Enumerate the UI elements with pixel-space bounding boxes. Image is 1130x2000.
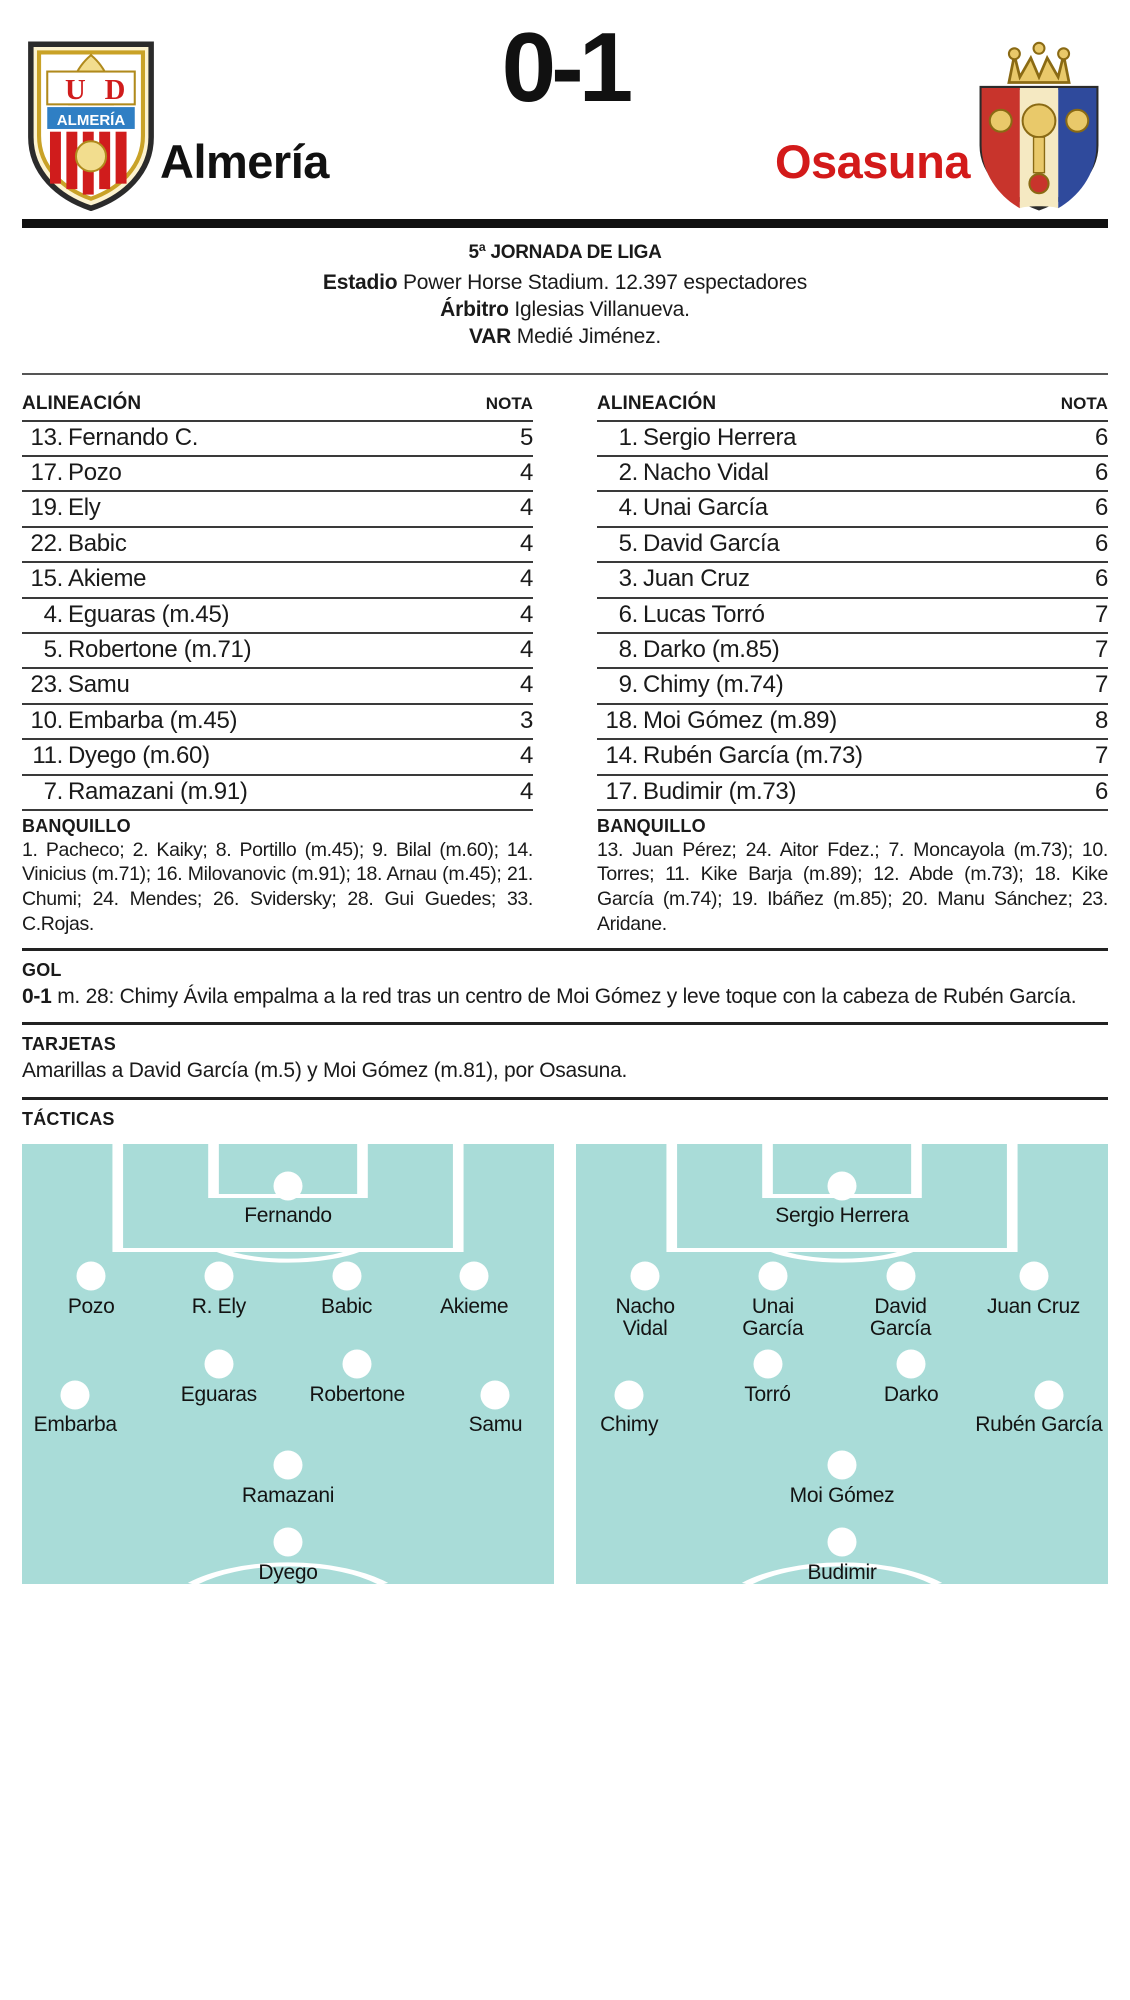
- away-team-name: Osasuna: [774, 135, 970, 188]
- tactics-title: TÁCTICAS: [22, 1108, 115, 1129]
- header-divider: [22, 219, 1108, 228]
- home-alineacion-label: ALINEACIÓN: [22, 392, 142, 414]
- home-team-name: Almería: [160, 135, 329, 188]
- player-marker: [1035, 1380, 1064, 1409]
- player-marker: [481, 1380, 510, 1409]
- home-bench-text: 1. Pacheco; 2. Kaiky; 8. Portillo (m.45); 9. Bilal (m.60); 14. Vinicius (m.71); 16. Milovanovic (m.91); 18. Arnau (m.45); 21. Chumi; 24. Mendes; 26. Svidersky; 28. Gui Guedes; 33. C.Rojas.: [22, 838, 533, 935]
- player-rating: 4: [499, 562, 533, 597]
- player-position-label: Chimy: [600, 1413, 659, 1437]
- player-name: Pozo: [68, 456, 499, 491]
- table-row: [22, 562, 533, 597]
- player-rating: 7: [1074, 598, 1108, 633]
- match-header: [22, 0, 1108, 215]
- player-rating: 6: [1074, 491, 1108, 526]
- match-score: 0-1: [501, 12, 629, 122]
- player-rating: 6: [1074, 562, 1108, 597]
- player-name: Unai García: [643, 491, 1074, 526]
- player-number: 4.: [22, 598, 68, 633]
- player-marker: [631, 1261, 660, 1290]
- cards-text: Amarillas a David García (m.5) y Moi Gómez (m.81), por Osasuna.: [22, 1059, 628, 1083]
- player-number: 7.: [22, 775, 68, 810]
- home-lineup-header: [22, 393, 533, 420]
- svg-text:ALMERÍA: ALMERÍA: [56, 111, 126, 129]
- player-position-label: Rubén García: [975, 1413, 1103, 1437]
- away-lineup-body: [597, 421, 1108, 810]
- player-number: 5.: [597, 527, 643, 562]
- table-row: [22, 704, 533, 739]
- player-number: 22.: [22, 527, 68, 562]
- goal-description: m. 28: Chimy Ávila empalma a la red tras un centro de Moi Gómez y leve toque con la cabeza de Rubén García.: [51, 985, 1077, 1009]
- table-row: [597, 527, 1108, 562]
- player-number: 1.: [597, 421, 643, 456]
- goals-title: GOL: [22, 960, 62, 981]
- player-marker: [343, 1349, 372, 1378]
- player-position-label: Samu: [468, 1413, 523, 1437]
- cards-section: [22, 1010, 1108, 1084]
- player-name: Nacho Vidal: [643, 456, 1074, 491]
- player-number: 19.: [22, 491, 68, 526]
- player-number: 4.: [597, 491, 643, 526]
- table-row: [22, 491, 533, 526]
- player-number: 23.: [22, 668, 68, 703]
- player-name: Fernando C.: [68, 421, 499, 456]
- table-row: [597, 491, 1108, 526]
- table-row: [22, 421, 533, 456]
- player-rating: 4: [499, 527, 533, 562]
- player-rating: 3: [499, 704, 533, 739]
- goals-text: [22, 983, 1108, 1010]
- player-rating: 4: [499, 775, 533, 810]
- away-lineup-table: [597, 420, 1108, 811]
- player-marker: [204, 1261, 233, 1290]
- player-rating: 6: [1074, 527, 1108, 562]
- player-name: Robertone (m.71): [68, 633, 499, 668]
- player-number: 15.: [22, 562, 68, 597]
- player-marker: [274, 1450, 303, 1479]
- player-marker: [753, 1349, 782, 1378]
- player-rating: 4: [499, 491, 533, 526]
- player-number: 13.: [22, 421, 68, 456]
- player-number: 2.: [597, 456, 643, 491]
- player-rating: 4: [499, 633, 533, 668]
- referee-label: Árbitro: [440, 297, 509, 321]
- player-name: Akieme: [68, 562, 499, 597]
- player-rating: 6: [1074, 775, 1108, 810]
- player-rating: 4: [499, 598, 533, 633]
- table-row: [22, 739, 533, 774]
- player-marker: [615, 1380, 644, 1409]
- player-rating: 5: [499, 421, 533, 456]
- pitches-container: [22, 1144, 1108, 1584]
- away-lineup-header: [597, 393, 1108, 420]
- player-marker: [274, 1527, 303, 1556]
- home-bench-title: BANQUILLO: [22, 815, 131, 836]
- table-row: [22, 598, 533, 633]
- player-name: Embarba (m.45): [68, 704, 499, 739]
- cards-title: TARJETAS: [22, 1034, 116, 1055]
- home-lineup-column: [22, 393, 533, 937]
- player-number: 6.: [597, 598, 643, 633]
- player-marker: [828, 1171, 857, 1200]
- away-alineacion-label: ALINEACIÓN: [597, 392, 717, 414]
- table-row: [597, 775, 1108, 810]
- player-name: Babic: [68, 527, 499, 562]
- player-marker: [332, 1261, 361, 1290]
- table-row: [597, 739, 1108, 774]
- player-marker: [61, 1380, 90, 1409]
- player-number: 3.: [597, 562, 643, 597]
- player-marker: [274, 1171, 303, 1200]
- player-number: 14.: [597, 739, 643, 774]
- player-marker: [886, 1261, 915, 1290]
- player-position-label: Torró: [744, 1382, 791, 1406]
- away-nota-label: NOTA: [1060, 393, 1108, 413]
- tactics-section: [22, 1085, 1108, 1584]
- player-name: Samu: [68, 668, 499, 703]
- player-marker: [460, 1261, 489, 1290]
- player-position-label: Darko: [883, 1382, 939, 1406]
- player-name: Rubén García (m.73): [643, 739, 1074, 774]
- table-row: [597, 562, 1108, 597]
- player-position-label: Fernando: [244, 1204, 332, 1228]
- player-name: Lucas Torró: [643, 598, 1074, 633]
- player-position-label: Akieme: [440, 1294, 509, 1318]
- player-number: 17.: [597, 775, 643, 810]
- away-lineup-column: [597, 393, 1108, 937]
- player-marker: [204, 1349, 233, 1378]
- lineups-section: [22, 375, 1108, 937]
- player-name: Ramazani (m.91): [68, 775, 499, 810]
- player-position-label: Babic: [321, 1294, 373, 1318]
- player-rating: 8: [1074, 704, 1108, 739]
- player-marker: [77, 1261, 106, 1290]
- table-row: [597, 421, 1108, 456]
- player-name: Ely: [68, 491, 499, 526]
- stadium-line: [22, 270, 1108, 297]
- player-position-label: Embarba: [33, 1413, 117, 1437]
- player-name: Budimir (m.73): [643, 775, 1074, 810]
- table-row: [22, 775, 533, 810]
- player-position-label: Unai García: [742, 1294, 804, 1341]
- player-name: Darko (m.85): [643, 633, 1074, 668]
- table-row: [597, 598, 1108, 633]
- player-position-label: Sergio Herrera: [775, 1204, 909, 1228]
- osasuna-crest-icon: [970, 36, 1108, 211]
- player-number: 8.: [597, 633, 643, 668]
- player-name: Chimy (m.74): [643, 668, 1074, 703]
- jornada-label: 5ª JORNADA DE LIGA: [468, 242, 662, 263]
- var-value: Medié Jiménez.: [516, 324, 662, 348]
- table-row: [22, 456, 533, 491]
- home-pitch-diagram: [22, 1144, 554, 1584]
- table-row: [597, 704, 1108, 739]
- var-line: [22, 324, 1108, 351]
- player-name: Dyego (m.60): [68, 739, 499, 774]
- table-row: [22, 668, 533, 703]
- away-pitch-diagram: [576, 1144, 1108, 1584]
- player-marker: [828, 1527, 857, 1556]
- goal-score: 0-1: [22, 985, 52, 1009]
- player-rating: 7: [1074, 668, 1108, 703]
- home-nota-label: NOTA: [485, 393, 533, 413]
- stadium-value: Power Horse Stadium. 12.397 espectadores: [403, 271, 808, 294]
- stadium-label: Estadio: [322, 271, 398, 294]
- player-position-label: Moi Gómez: [789, 1483, 895, 1507]
- referee-value: Iglesias Villanueva.: [514, 297, 690, 321]
- player-position-label: Nacho Vidal: [615, 1294, 675, 1341]
- svg-text:U: U: [65, 73, 86, 106]
- player-position-label: Robertone: [309, 1382, 405, 1406]
- player-rating: 6: [1074, 421, 1108, 456]
- away-bench-title: BANQUILLO: [597, 815, 706, 836]
- table-row: [22, 527, 533, 562]
- player-position-label: David García: [869, 1294, 932, 1341]
- var-label: VAR: [468, 324, 512, 348]
- table-row: [597, 668, 1108, 703]
- player-name: David García: [643, 527, 1074, 562]
- player-marker: [897, 1349, 926, 1378]
- player-rating: 4: [499, 668, 533, 703]
- table-row: [597, 633, 1108, 668]
- player-position-label: Juan Cruz: [987, 1294, 1081, 1318]
- player-number: 5.: [22, 633, 68, 668]
- player-number: 9.: [597, 668, 643, 703]
- player-number: 11.: [22, 739, 68, 774]
- player-name: Eguaras (m.45): [68, 598, 499, 633]
- player-position-label: Pozo: [67, 1294, 115, 1318]
- table-row: [22, 633, 533, 668]
- match-info: [22, 228, 1108, 359]
- table-row: [597, 456, 1108, 491]
- goals-section: [22, 936, 1108, 1010]
- player-number: 18.: [597, 704, 643, 739]
- player-marker: [758, 1261, 787, 1290]
- referee-line: [22, 297, 1108, 324]
- player-number: 17.: [22, 456, 68, 491]
- player-rating: 7: [1074, 739, 1108, 774]
- home-lineup-table: [22, 420, 533, 811]
- player-position-label: Ramazani: [241, 1483, 335, 1507]
- player-position-label: R. Ely: [191, 1294, 246, 1318]
- home-lineup-body: [22, 421, 533, 810]
- player-rating: 7: [1074, 633, 1108, 668]
- away-bench-text: 13. Juan Pérez; 24. Aitor Fdez.; 7. Moncayola (m.73); 10. Torres; 11. Kike Barja (m.89); 12. Abde (m.73); 18. Kike García (m.74); 19. Ibáñez (m.85); 20. Manu Sánchez; 23. Aridane.: [597, 838, 1108, 935]
- player-rating: 4: [499, 456, 533, 491]
- player-marker: [828, 1450, 857, 1479]
- player-rating: 6: [1074, 456, 1108, 491]
- player-rating: 4: [499, 739, 533, 774]
- player-position-label: Budimir: [807, 1560, 877, 1584]
- player-position-label: Dyego: [258, 1560, 318, 1584]
- player-position-label: Eguaras: [180, 1382, 257, 1406]
- player-number: 10.: [22, 704, 68, 739]
- player-name: Juan Cruz: [643, 562, 1074, 597]
- player-marker: [1019, 1261, 1048, 1290]
- player-name: Sergio Herrera: [643, 421, 1074, 456]
- svg-text:D: D: [104, 73, 126, 106]
- player-name: Moi Gómez (m.89): [643, 704, 1074, 739]
